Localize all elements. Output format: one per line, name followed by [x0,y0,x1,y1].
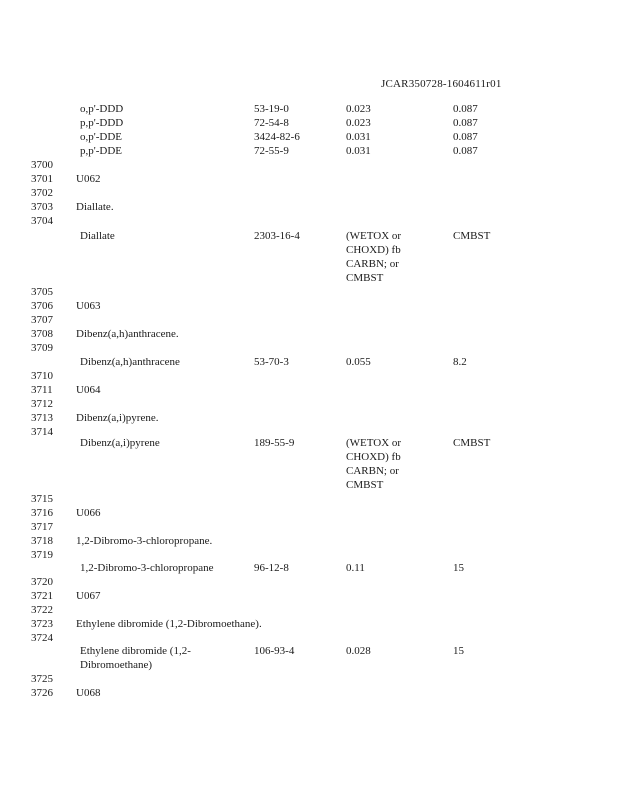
line-number: 3705 [31,286,53,298]
waste-description: 1,2-Dibromo-3-chloropropane. [76,535,213,547]
line-number: 3703 [31,201,53,213]
waste-code: U063 [76,300,101,312]
cas-number: 3424-82-6 [254,131,300,143]
line-number: 3724 [31,632,53,644]
nonwastewater-standard: 0.087 [453,131,478,143]
waste-code: U064 [76,384,101,396]
cas-number: 53-19-0 [254,103,289,115]
document-id: JCAR350728-1604611r01 [381,78,502,90]
line-number: 3719 [31,549,53,561]
constituent-name: Ethylene dibromide (1,2- Dibromoethane) [80,645,191,671]
line-number: 3709 [31,342,53,354]
waste-code: U068 [76,687,101,699]
constituent-name: o,p'-DDE [80,131,123,143]
cas-number: 96-12-8 [254,562,289,574]
line-number: 3706 [31,300,53,312]
wastewater-standard: 0.023 [346,117,371,129]
cas-number: 106-93-4 [254,645,295,657]
wastewater-standard: 0.028 [346,645,371,657]
line-number: 3702 [31,187,53,199]
line-number: 3718 [31,535,53,547]
wastewater-standard: 0.031 [346,131,371,143]
wastewater-standard: (WETOX or CHOXD) fb CARBN; or CMBST [346,230,402,284]
line-number: 3700 [31,159,53,171]
line-number: 3715 [31,493,53,505]
line-number: 3711 [31,384,53,396]
constituent-name: o,p'-DDD [80,103,124,115]
cas-number: 53-70-3 [254,356,289,368]
line-number: 3714 [31,426,53,438]
waste-code: U066 [76,507,101,519]
waste-description: Ethylene dibromide (1,2-Dibromoethane). [76,618,262,630]
constituent-name: Diallate [80,230,115,242]
cas-number: 72-54-8 [254,117,289,129]
cas-number: 189-55-9 [254,437,295,449]
line-number: 3725 [31,673,53,685]
waste-description: Dibenz(a,i)pyrene. [76,412,159,424]
constituent-name: Dibenz(a,h)anthracene [80,356,180,368]
waste-code: U067 [76,590,101,602]
constituent-name: Dibenz(a,i)pyrene [80,437,160,449]
waste-description: Diallate. [76,201,114,213]
line-number: 3704 [31,215,53,227]
waste-description: Dibenz(a,h)anthracene. [76,328,179,340]
line-number: 3720 [31,576,53,588]
line-number: 3717 [31,521,53,533]
line-number: 3710 [31,370,53,382]
nonwastewater-standard: 8.2 [453,356,467,368]
constituent-name: p,p'-DDE [80,145,123,157]
constituent-name: p,p'-DDD [80,117,124,129]
nonwastewater-standard: 0.087 [453,117,478,129]
line-number: 3701 [31,173,53,185]
nonwastewater-standard: CMBST [453,437,491,449]
nonwastewater-standard: 15 [453,645,464,657]
line-number: 3708 [31,328,53,340]
wastewater-standard: 0.023 [346,103,371,115]
line-number: 3726 [31,687,53,699]
nonwastewater-standard: 0.087 [453,145,478,157]
line-number: 3712 [31,398,53,410]
line-number: 3716 [31,507,53,519]
wastewater-standard: 0.11 [346,562,365,574]
nonwastewater-standard: 0.087 [453,103,478,115]
wastewater-standard: 0.055 [346,356,371,368]
nonwastewater-standard: CMBST [453,230,491,242]
wastewater-standard: (WETOX or CHOXD) fb CARBN; or CMBST [346,437,402,491]
line-number: 3722 [31,604,53,616]
nonwastewater-standard: 15 [453,562,464,574]
wastewater-standard: 0.031 [346,145,371,157]
waste-code: U062 [76,173,101,185]
cas-number: 2303-16-4 [254,230,300,242]
cas-number: 72-55-9 [254,145,289,157]
line-number: 3723 [31,618,53,630]
line-number: 3713 [31,412,53,424]
constituent-name: 1,2-Dibromo-3-chloropropane [80,562,214,574]
line-number: 3707 [31,314,53,326]
line-number: 3721 [31,590,53,602]
